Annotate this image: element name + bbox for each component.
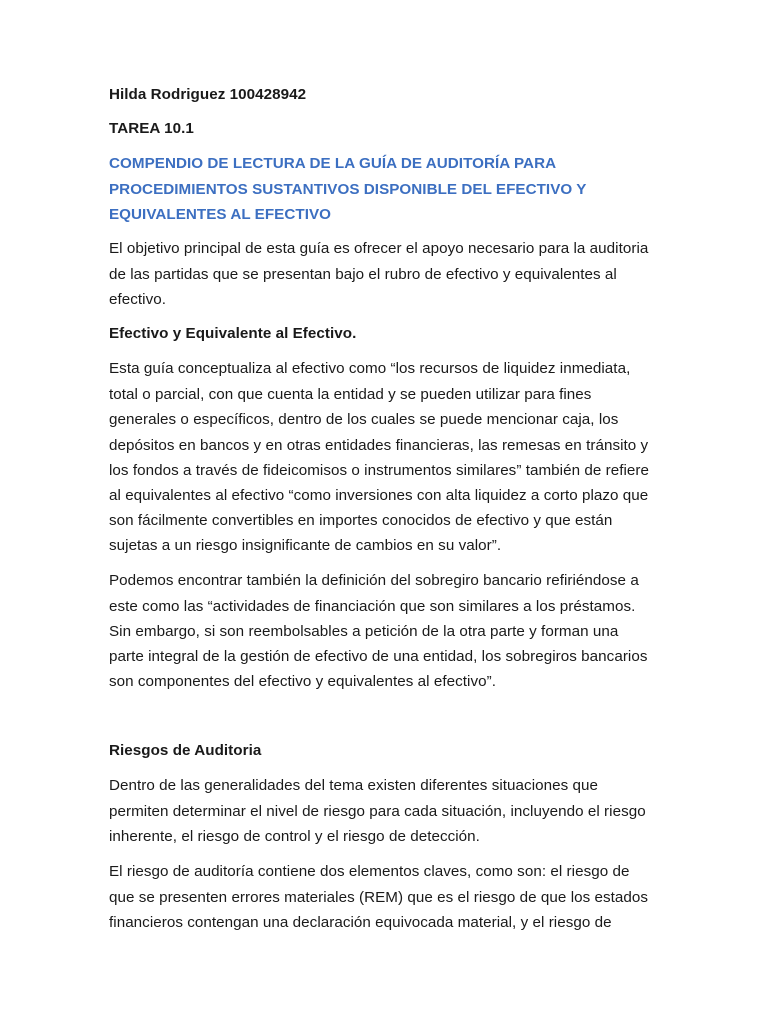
intro-paragraph-line: El objetivo principal de esta guía es ofrecer el apoyo necesario para la auditoria [109,240,649,257]
paragraph-line: Podemos encontrar también la definición del sobregiro bancario refiriéndose a [109,572,639,589]
intro-paragraph-line: efectivo. [109,291,167,308]
paragraph-line: los fondos a través de fideicomisos o instrumentos similares” también de refiere [109,462,650,479]
paragraph-line: son componentes del efectivo y equivalentes al efectivo”. [109,673,496,690]
section-heading-efectivo: Efectivo y Equivalente al Efectivo. [109,325,357,342]
paragraph-line: El riesgo de auditoría contiene dos elementos claves, como son: el riesgo de [109,863,630,880]
document-title-line: EQUIVALENTES AL EFECTIVO [109,206,332,223]
document-title-line: PROCEDIMIENTOS SUSTANTIVOS DISPONIBLE DEL EFECTIVO Y [109,181,587,198]
paragraph-line: al equivalentes al efectivo “como inversiones con alta liquidez a corto plazo que [109,487,649,504]
intro-paragraph-line: de las partidas que se presentan bajo el rubro de efectivo y equivalentes al [109,266,617,283]
paragraph-line: Sin embargo, si son reembolsables a petición de la otra parte y forman una [109,623,619,640]
paragraph-line: financieros contengan una declaración equivocada material, y el riesgo de [109,914,612,931]
paragraph-line: Dentro de las generalidades del tema existen diferentes situaciones que [109,777,599,794]
paragraph-line: permiten determinar el nivel de riesgo para cada situación, incluyendo el riesgo [109,803,646,820]
paragraph-line: depósitos en bancos y en otras entidades financieras, las remesas en tránsito y [109,437,649,454]
paragraph-line: generales o específicos, dentro de los cuales se puede mencionar caja, los [109,411,619,428]
paragraph-line: total o parcial, con que cuenta la entidad y se pueden utilizar para fines [109,386,592,403]
section-heading-riesgos: Riesgos de Auditoria [109,742,262,759]
paragraph-line: parte integral de la gestión de efectivo de una entidad, los sobregiros bancarios [109,648,648,665]
assignment-label: TAREA 10.1 [109,120,194,137]
paragraph-line: que se presenten errores materiales (REM) que es el riesgo de que los estados [109,889,649,906]
paragraph-line: este como las “actividades de financiación que son similares a los préstamos. [109,598,636,615]
document-title-line: COMPENDIO DE LECTURA DE LA GUÍA DE AUDITORÍA PARA [109,155,557,172]
author-line: Hilda Rodriguez 100428942 [109,86,307,103]
paragraph-line: inherente, el riesgo de control y el riesgo de detección. [109,828,480,845]
paragraph-line: son fácilmente convertibles en importes conocidos de efectivo y que están [109,512,613,529]
paragraph-line: Esta guía conceptualiza al efectivo como “los recursos de liquidez inmediata, [109,360,631,377]
paragraph-line: sujetas a un riesgo insignificante de cambios en su valor”. [109,537,502,554]
